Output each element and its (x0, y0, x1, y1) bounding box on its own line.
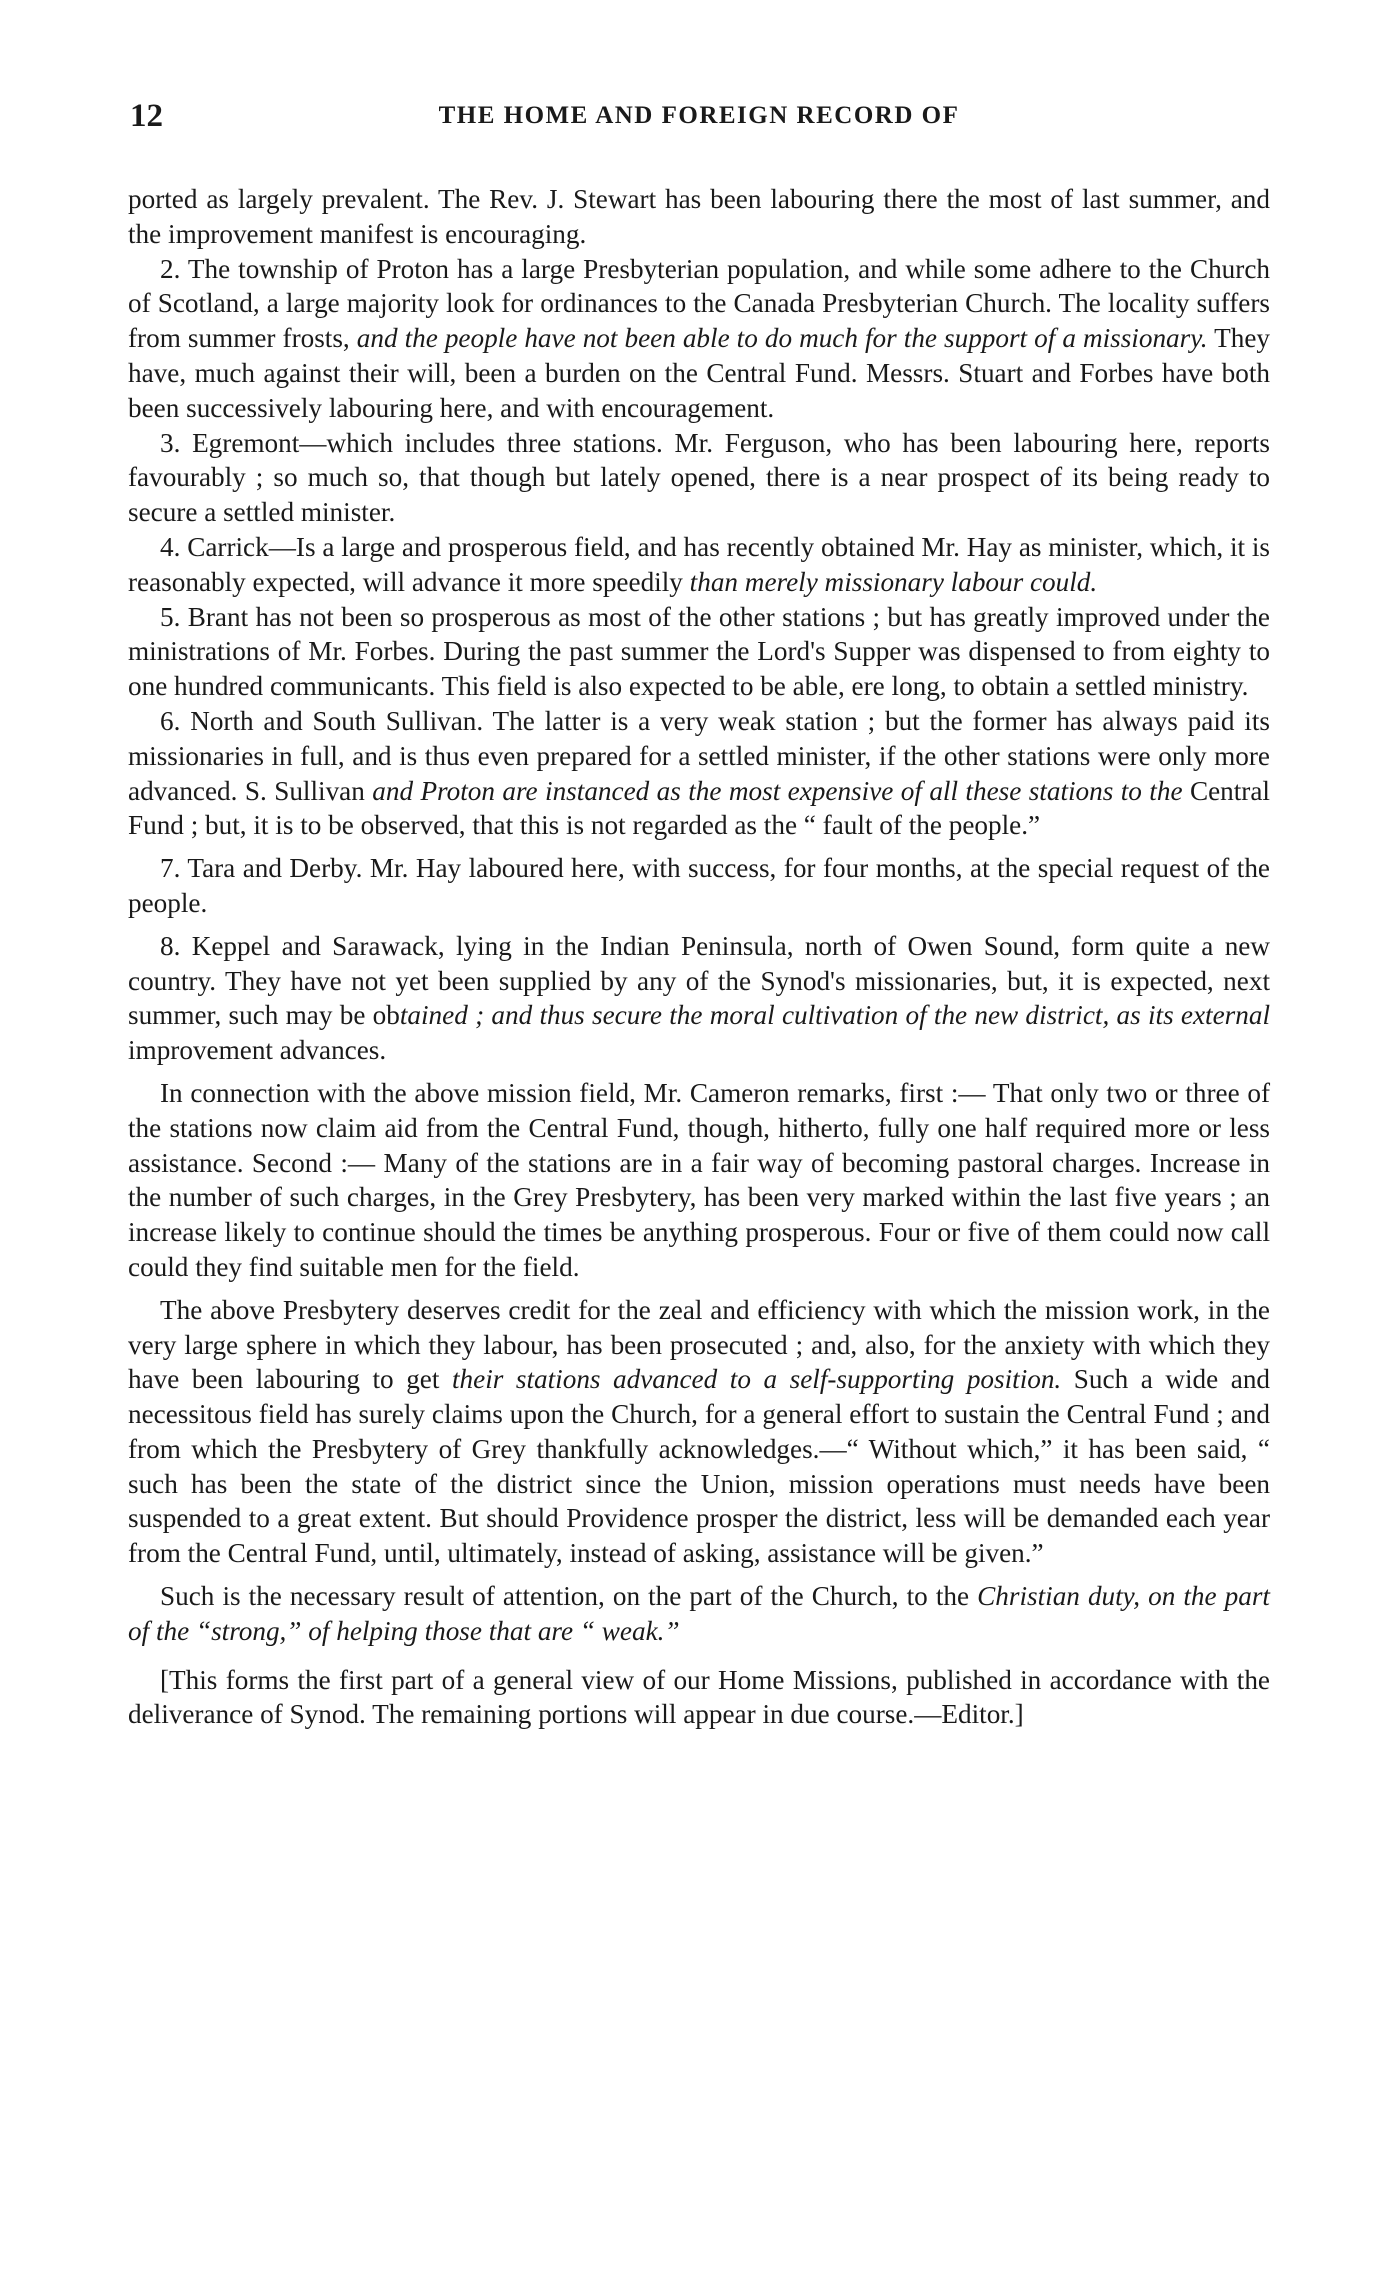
text-run: In connection with the above mission field, Mr. Cameron remarks, first :— That only two or three of the stations now claim aid from the Central Fund, though, hitherto, fully one half required more or less assistance. Second :— Many of the stations are in a fair way of becoming pastoral charges. Increase in the number of such charges, in the Grey Presbytery, has been very marked within the last five years ; an increase likely to continue should the times be anything prosperous. Four or five of them could now call could they find suitable men for the field. (128, 1077, 1270, 1282)
text-run: 8. Keppel and Sarawack, lying in the Indian Peninsula, north of Owen Sound, form quite a new country. They have not yet been supplied by any of the Synod's missionaries, but, it is expected, next summer, such may be ob (128, 930, 1270, 1031)
paragraph-carrick (128, 530, 1270, 600)
paragraph-sullivan (128, 704, 1270, 843)
text-run: They have, much against their will, been a burden on the Central Fund. Messrs. Stuart and Forbes have both been successively labouring here, and with encouragement. (128, 323, 1271, 423)
paragraph-editor-note (128, 1663, 1270, 1733)
text-run: 7. Tara and Derby. Mr. Hay laboured here, with success, for four months, at the special request of the people. (128, 853, 1270, 918)
text-run: Such a wide and necessitous field has surely claims upon the Church, for a general effort to sustain the Central Fund ; and from which the Presbytery of Grey thankfully acknowledges.—“ Without which,” it has been said, “ such has been the state of the district since the Union, mission operations must needs have been suspended to a great extent. But should Providence prosper the district, less will be demanded each year from the Central Fund, until, ultimately, instead of asking, assistance will be given.” (128, 1364, 1271, 1569)
paragraph-christian-duty (128, 1579, 1270, 1649)
paragraph-brant (128, 600, 1270, 704)
paragraph-presbytery-credit (128, 1293, 1270, 1571)
text-run: 3. Egremont—which includes three stations. Mr. Ferguson, who has been labouring here, reports favourably ; so much so, that though but lately opened, there is a near prospect of its being ready to secure a settled minister. (128, 427, 1270, 528)
italic-text-run: Christian duty, on the part of the “strong,” of helping those that are “ weak.” (128, 1581, 1270, 1646)
running-title: THE HOME AND FOREIGN RECORD OF (438, 102, 960, 129)
text-run: [This forms the first part of a general view of our Home Missions, published in accordance with the deliverance of Synod. The remaining portions will appear in due course.—Editor.] (128, 1664, 1270, 1730)
text-run: ported as largely prevalent. The Rev. J. Stewart has been labouring there the most of last summer, and the improvement manifest is encouraging. (128, 184, 1270, 249)
page-number: 12 (130, 98, 163, 134)
text-run: 2. The township of Proton has a large Presbyterian population, and while some adhere to the Church of Scotland, a large majority look for ordinances to the Canada Presbyterian Church. The locality suffers from summer frosts, (128, 253, 1270, 354)
article-body (128, 182, 1270, 1732)
text-run: Central Fund ; but, it is to be observed, that this is not regarded as the “ fault of the people.” (128, 775, 1270, 841)
italic-text-run: and Proton are instanced as the most expensive of all these stations to the (372, 775, 1183, 806)
italic-text-run: tained ; and thus secure the moral cultivation of the new district, as its external (399, 1000, 1270, 1031)
paragraph-proton (128, 252, 1270, 426)
paragraph-cameron-remarks (128, 1076, 1270, 1285)
paragraph-tara-derby (128, 851, 1270, 921)
text-run: 5. Brant has not been so prosperous as most of the other stations ; but has greatly improved under the ministrations of Mr. Forbes. During the past summer the Lord's Supper was dispensed to from eighty to one hundred communicants. This field is also expected to be able, ere long, to obtain a settled ministry. (128, 601, 1270, 702)
text-run: improvement advances. (128, 1035, 387, 1066)
text-run: Such is the necessary result of attention, on the part of the Church, to the (160, 1581, 978, 1612)
page-header (128, 98, 1270, 154)
text-run: 4. Carrick—Is a large and prosperous field, and has recently obtained Mr. Hay as minister, which, it is reasonably expected, will advance it more speedily (128, 531, 1270, 597)
paragraph-keppel-sarawack (128, 929, 1270, 1068)
document-page (128, 98, 1270, 1732)
italic-text-run: and the people have not been able to do much for the support of a missionary. (356, 323, 1208, 354)
italic-text-run: their stations advanced to a self-supporting position. (451, 1364, 1062, 1395)
paragraph-egremont (128, 426, 1270, 530)
text-run: 6. North and South Sullivan. The latter is a very weak station ; but the former has always paid its missionaries in full, and is thus even prepared for a settled minister, if the other stations were only more advanced. S. Sullivan (128, 705, 1270, 806)
italic-text-run: than merely missionary labour could. (689, 566, 1098, 597)
paragraph-continuation (128, 182, 1270, 252)
text-run: The above Presbytery deserves credit for the zeal and efficiency with which the mission work, in the very large sphere in which they labour, has been prosecuted ; and, also, for the anxiety with which they have been labouring to get (128, 1294, 1270, 1395)
